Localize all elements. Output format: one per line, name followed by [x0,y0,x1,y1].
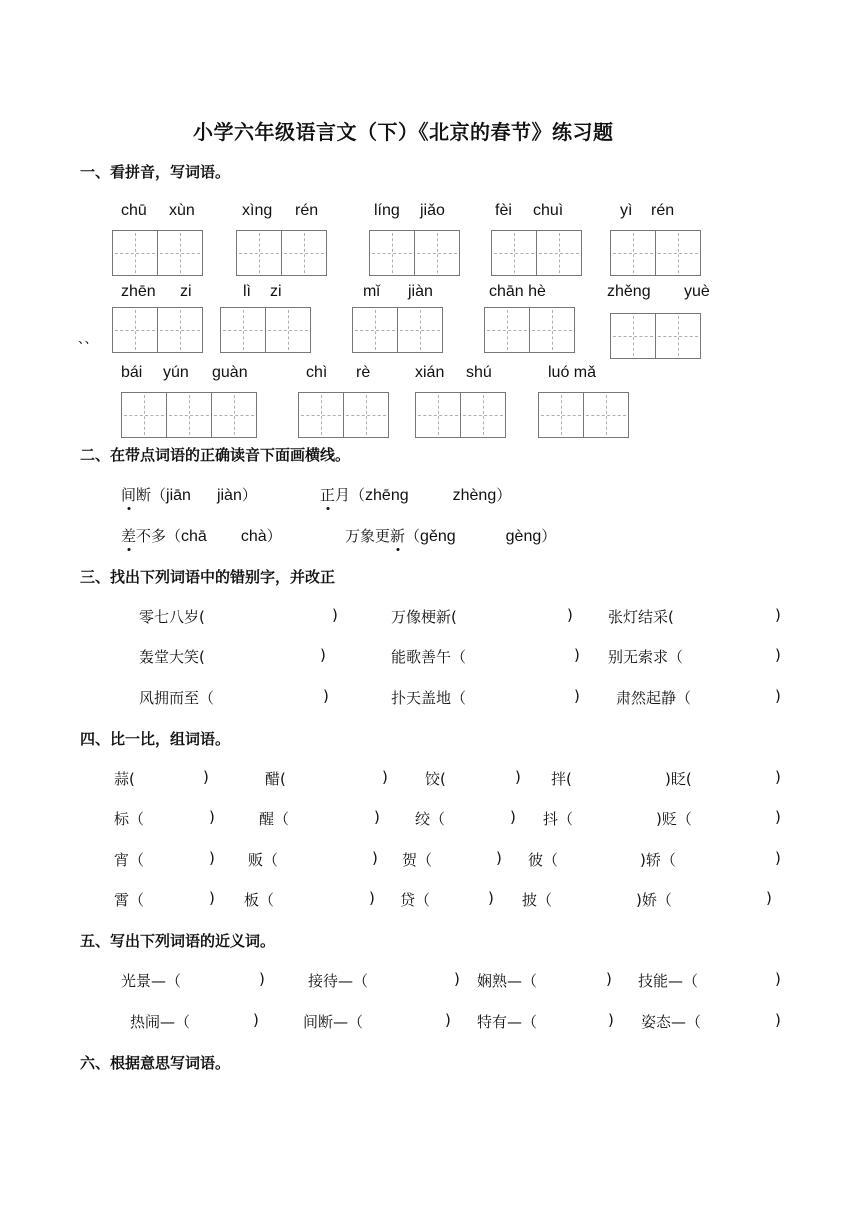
pinyin: chuì [533,202,564,219]
reading-item: 正月（zhēng zhèng） [320,486,512,504]
answer-close[interactable]: ) [496,849,502,867]
reading-option[interactable]: gěng [420,528,456,545]
answer-close[interactable]: ) [606,970,612,988]
pinyin: xìng [242,202,273,219]
answer-close[interactable]: ) [608,1011,614,1029]
writing-grid[interactable] [484,307,575,353]
answer-close[interactable]: ) [209,808,215,826]
section-3-heading: 三、找出下列词语中的错别字，并改正 [80,568,336,586]
writing-grid[interactable] [610,230,701,276]
answer-close[interactable]: ) [775,687,781,705]
answer-close[interactable]: ) [374,808,380,826]
char-prompt: 贷（ [400,891,431,909]
writing-grid[interactable] [112,307,203,353]
dotted-char: 新 [390,527,406,545]
pinyin: yì [620,202,633,219]
pinyin: chū [121,202,147,219]
pinyin: yún [163,364,189,381]
char-prompt: 彼（ [528,851,559,869]
reading-option[interactable]: jiàn [216,487,242,504]
reading-option[interactable]: jiān [166,487,191,504]
char-prompt: 披（ [522,891,553,909]
answer-close[interactable]: ) [515,768,521,786]
page-title: 小学六年级语言文（下）《北京的春节》练习题 [193,120,614,144]
typo-word: 万像梗新( [391,608,457,626]
reading-option[interactable]: zhēng [365,487,409,504]
writing-grid[interactable] [220,307,311,353]
writing-grid[interactable] [610,313,701,359]
reading-option[interactable]: gèng [505,528,542,545]
pinyin: fèi [495,202,512,219]
stray-marks: 、、 [78,332,98,347]
synonym-prompt: 光景—（ [121,972,182,990]
synonym-prompt: 接待—（ [308,972,369,990]
answer-close[interactable]: ) [775,646,781,664]
section-4-heading: 四、比一比，组词语。 [80,730,231,748]
char-prompt: 醋( [265,770,286,788]
answer-close[interactable]: ) [259,970,265,988]
pinyin: guàn [212,364,248,381]
answer-close[interactable]: ) [766,889,772,907]
writing-grid[interactable] [112,230,203,276]
answer-close[interactable]: ) [445,1011,451,1029]
section-6-heading: 六、根据意思写词语。 [80,1054,231,1072]
section-5-heading: 五、写出下列词语的近义词。 [80,932,276,950]
pinyin: bái [121,364,143,381]
pinyin: zi [270,283,282,300]
char-prompt: )贬（ [656,810,692,828]
char-prompt: 宵（ [114,851,145,869]
synonym-prompt: 姿态—（ [641,1013,702,1031]
reading-item: 间断（jiān jiàn） [121,486,257,504]
answer-close[interactable]: ) [454,970,460,988]
writing-grid[interactable] [121,392,257,438]
answer-close[interactable]: ) [775,808,781,826]
pinyin: zhěng [607,283,651,300]
answer-close[interactable]: ) [382,768,388,786]
pinyin: luó mǎ [548,364,597,381]
char-prompt: 绞（ [415,810,446,828]
answer-close[interactable]: ) [253,1011,259,1029]
answer-close[interactable]: ) [320,646,326,664]
char-prompt: )轿（ [640,851,676,869]
answer-close[interactable]: ) [209,889,215,907]
pinyin: rén [651,202,675,219]
pinyin: chān hè [489,283,546,300]
answer-close[interactable]: ) [332,606,338,624]
typo-word: 扑天盖地（ [391,689,467,707]
writing-grid[interactable] [352,307,443,353]
typo-word: 别无索求（ [608,648,684,666]
answer-close[interactable]: ) [775,606,781,624]
answer-close[interactable]: ) [323,687,329,705]
section-2-heading: 二、在带点词语的正确读音下面画横线。 [80,446,351,464]
answer-close[interactable]: ) [209,849,215,867]
pinyin: líng [374,202,400,219]
char-prompt: 拌( [551,770,572,788]
char-prompt: 蒜( [114,770,135,788]
char-prompt: 霄（ [114,891,145,909]
pinyin: rén [295,202,319,219]
synonym-prompt: 间断—（ [303,1013,364,1031]
pinyin: shú [466,364,492,381]
synonym-prompt: 技能—（ [638,972,699,990]
char-prompt: )娇（ [636,891,672,909]
pinyin: xùn [169,202,195,219]
writing-grid[interactable] [369,230,460,276]
pinyin: xián [415,364,445,381]
answer-close[interactable]: ) [372,849,378,867]
reading-item: 差不多（chā chà） [121,527,282,545]
answer-close[interactable]: ) [574,687,580,705]
section-1-heading: 一、看拼音，写词语。 [80,163,231,181]
answer-close[interactable]: ) [574,646,580,664]
reading-option[interactable]: zhèng [452,487,497,504]
char-prompt: 抖（ [543,810,574,828]
typo-word: 能歌善午（ [391,648,467,666]
pinyin: chì [306,364,328,381]
char-prompt: 醒（ [259,810,290,828]
dotted-char: 正 [320,486,336,504]
synonym-prompt: 热闹—（ [130,1013,191,1031]
pinyin: jiàn [408,283,433,300]
synonym-prompt: 娴熟—（ [477,972,538,990]
answer-close[interactable]: ) [775,849,781,867]
typo-word: 风拥而至（ [139,689,215,707]
answer-close[interactable]: ) [775,970,781,988]
writing-grid[interactable] [298,392,389,438]
synonym-prompt: 特有—（ [477,1013,538,1031]
pinyin: zhēn [121,283,156,300]
answer-close[interactable]: ) [488,889,494,907]
pinyin: jiǎo [420,202,445,219]
pinyin: zi [180,283,192,300]
writing-grid[interactable] [538,392,629,438]
pinyin: yuè [684,283,710,300]
reading-option[interactable]: chā [181,528,207,545]
char-prompt: 饺( [425,770,446,788]
char-prompt: 板（ [244,891,275,909]
answer-close[interactable]: ) [567,606,573,624]
answer-close[interactable]: ) [203,768,209,786]
char-prompt: 贩（ [248,851,279,869]
answer-close[interactable]: ) [775,768,781,786]
dotted-char: 差 [121,527,137,545]
char-prompt: 贺（ [402,851,433,869]
typo-word: 张灯结采( [608,608,674,626]
pinyin: lì [243,283,251,300]
writing-grid[interactable] [491,230,582,276]
pinyin: mǐ [363,283,380,300]
char-prompt: 标（ [114,810,145,828]
typo-word: 轰堂大笑( [139,648,205,666]
typo-word: 肃然起静（ [616,689,692,707]
reading-item: 万象更新（gěng gèng） [345,527,557,545]
reading-option[interactable]: chà [240,528,267,545]
answer-close[interactable]: ) [775,1011,781,1029]
answer-close[interactable]: ) [369,889,375,907]
writing-grid[interactable] [236,230,327,276]
typo-word: 零七八岁( [139,608,205,626]
dotted-char: 间 [121,486,137,504]
writing-grid[interactable] [415,392,506,438]
pinyin: rè [356,364,371,381]
char-prompt: )眨( [665,770,692,788]
answer-close[interactable]: ) [510,808,516,826]
